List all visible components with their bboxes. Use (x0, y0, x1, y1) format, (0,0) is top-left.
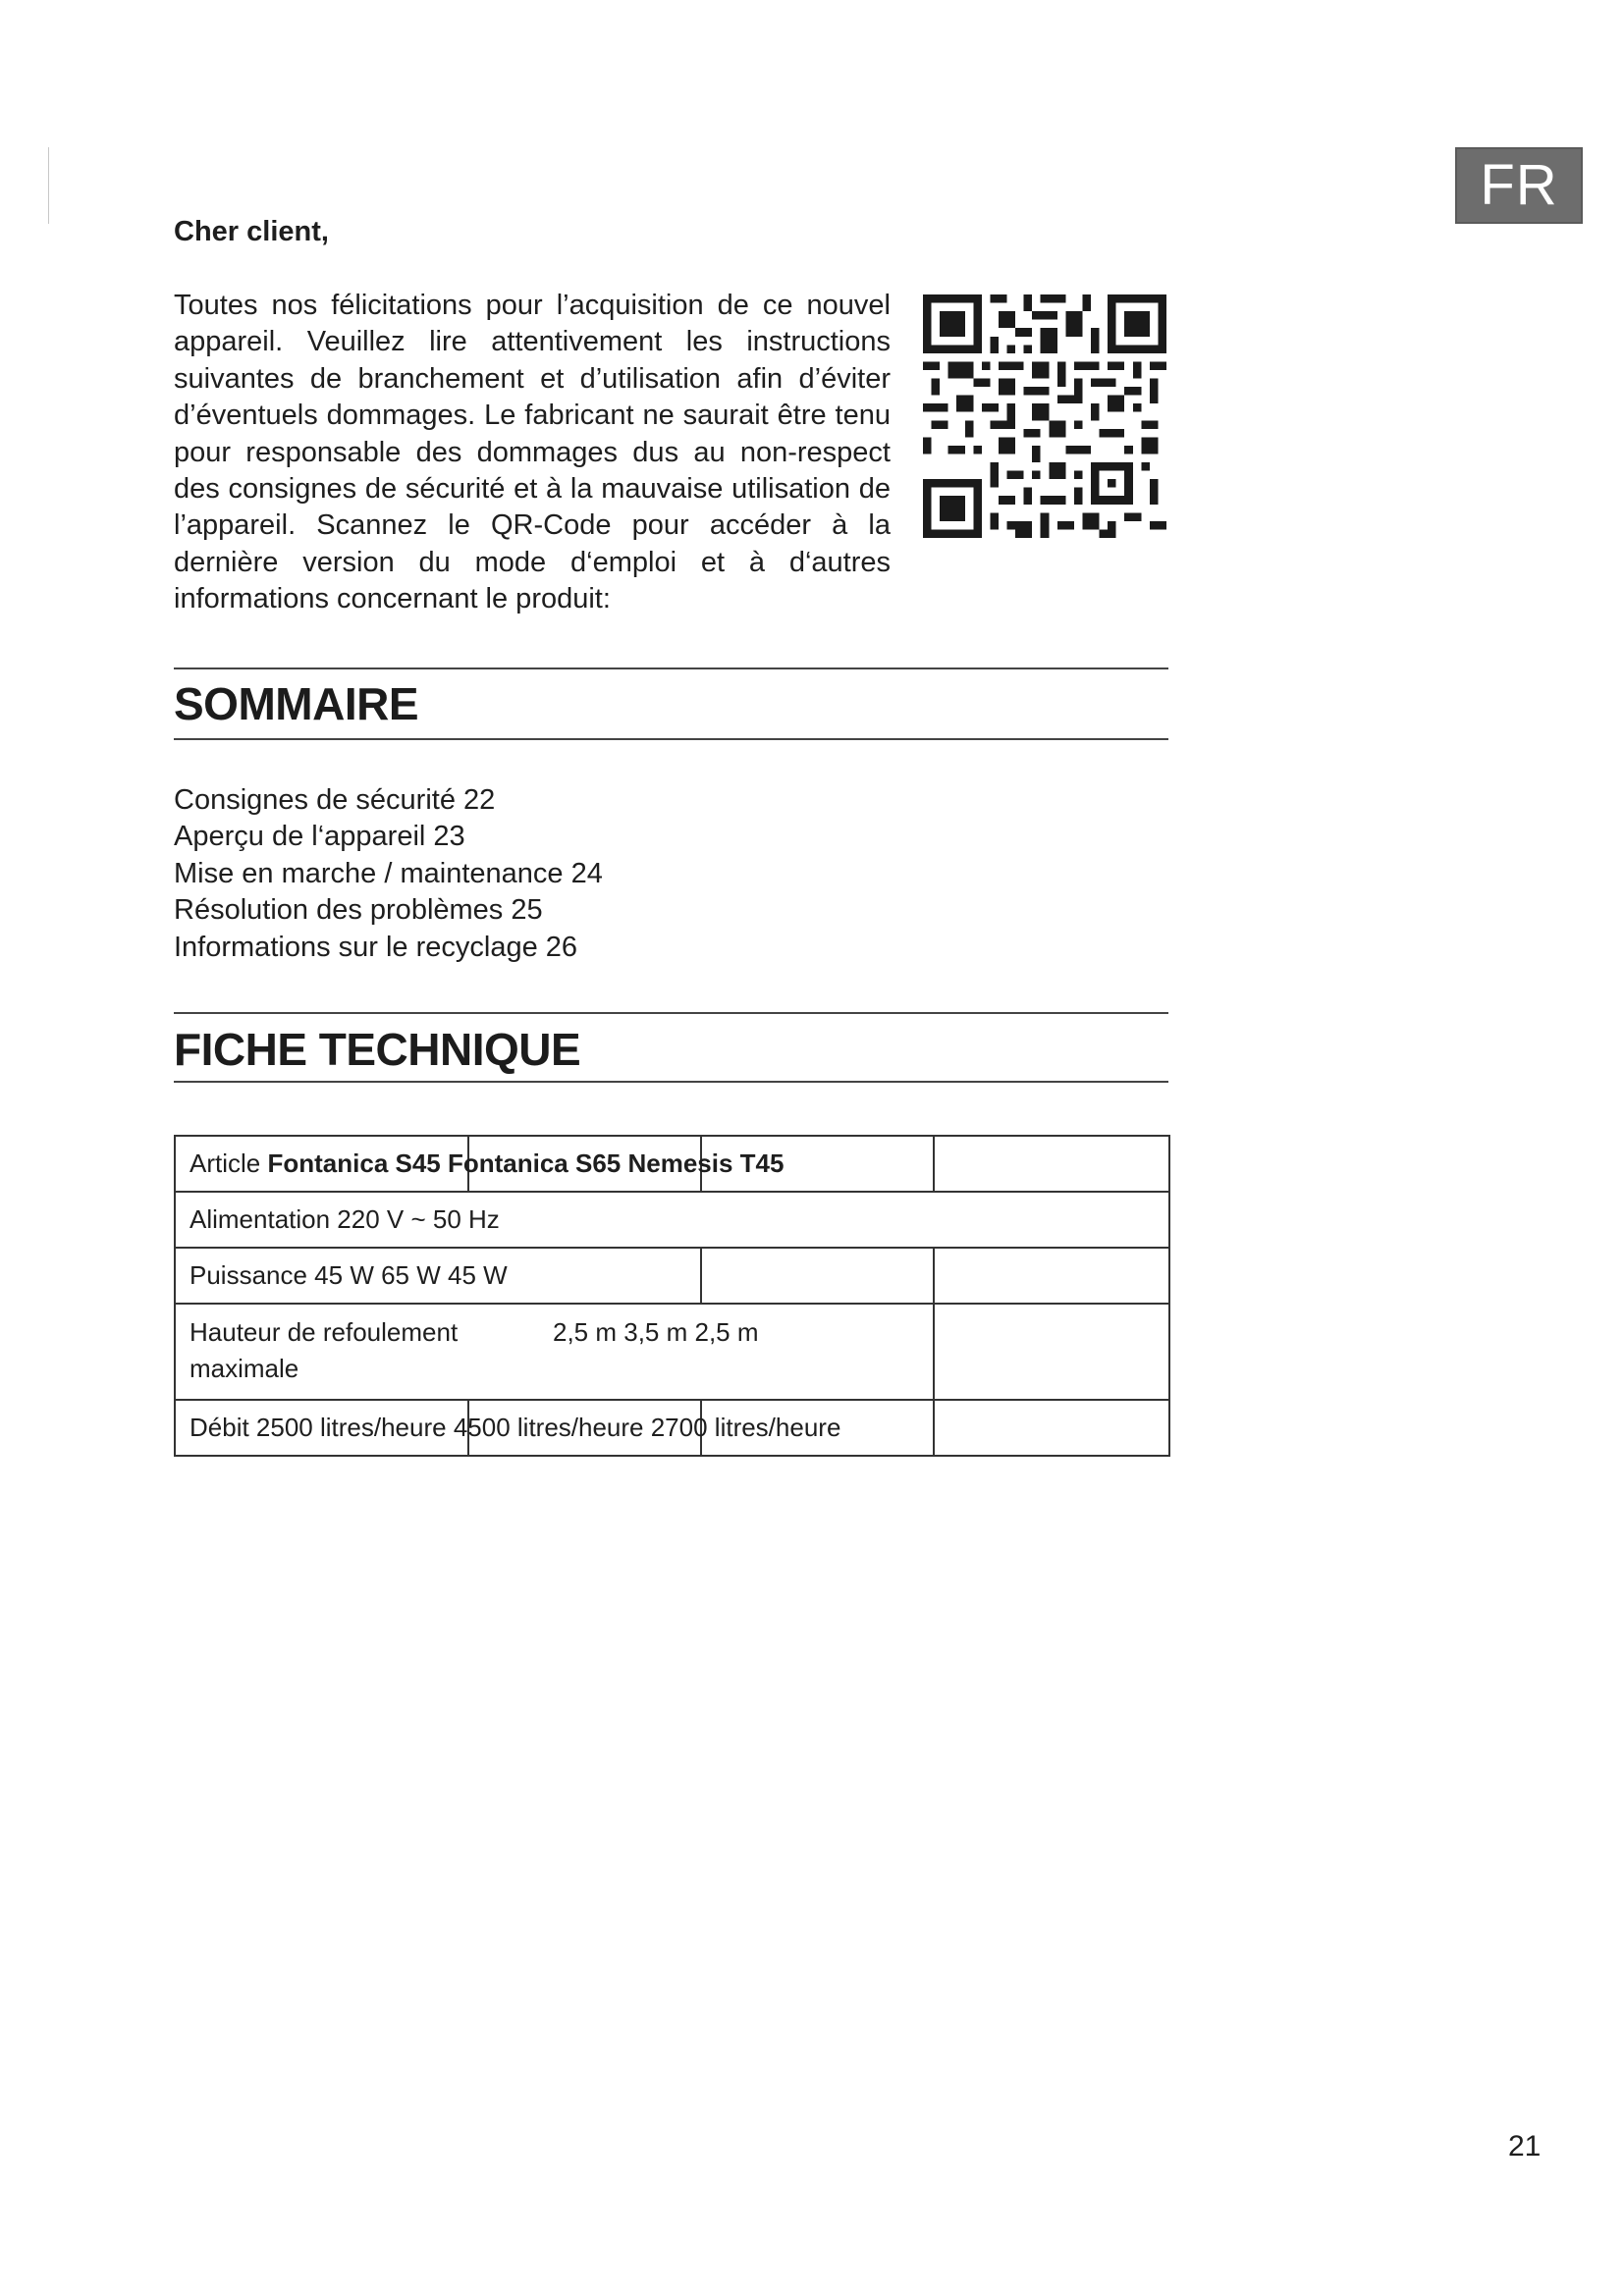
left-edge-mark (48, 147, 49, 224)
toc-item[interactable]: Résolution des problèmes 25 (174, 894, 543, 927)
toc-item[interactable]: Aperçu de l‘appareil 23 (174, 821, 465, 853)
page-number: 21 (1508, 2130, 1542, 2163)
fiche-title: FICHE TECHNIQUE (174, 1024, 581, 1075)
fiche-rule-top (174, 1012, 1168, 1014)
table-row (175, 1248, 1169, 1304)
language-badge: FR (1455, 147, 1583, 224)
puissance-cell: Puissance 45 W 65 W 45 W (175, 1248, 701, 1304)
qr-alignment (1091, 462, 1133, 505)
table-row (175, 1400, 1169, 1456)
article-models: Fontanica S45 Fontanica S65 Nemesis T45 (267, 1148, 785, 1178)
fiche-rule-bottom (174, 1081, 1168, 1083)
sommaire-rule-bottom (174, 738, 1168, 740)
article-cell (175, 1136, 785, 1192)
debit-cell: Débit 2500 litres/heure 4500 litres/heure 2700 litres/heure (175, 1400, 468, 1456)
table-row (175, 1136, 1169, 1192)
spec-table (174, 1135, 1170, 1457)
article-label: Article (189, 1148, 261, 1178)
alimentation-cell: Alimentation 220 V ~ 50 Hz (175, 1192, 1169, 1248)
toc-item[interactable]: Mise en marche / maintenance 24 (174, 857, 603, 889)
table-row (175, 1192, 1169, 1248)
intro-paragraph: Toutes nos félicitations pour l’acquisition de ce nouvel appareil. Veuillez lire attentivement les instructions suivantes de branchement et d’utilisation afin d’éviter d’éventuels dommages. Le fabricant ne saurait être tenu pour responsable des dommages dus au non-respect des consignes de sécurité et à la mauvaise utilisation de l’appareil. Scannez le QR-Code pour accéder à la dernière version du mode d‘emploi et à d‘autres informations concernant le produit: (174, 290, 891, 615)
hauteur-values: 2,5 m 3,5 m 2,5 m (553, 1317, 759, 1347)
toc-item[interactable]: Informations sur le recyclage 26 (174, 931, 578, 963)
greeting: Cher client, (174, 216, 329, 247)
qr-code[interactable] (923, 294, 1166, 538)
table-row (175, 1304, 1169, 1400)
hauteur-label: Hauteur de refoulement maximale (189, 1317, 459, 1383)
sommaire-rule-top (174, 667, 1168, 669)
hauteur-cell (175, 1304, 934, 1400)
toc-item[interactable]: Consignes de sécurité 22 (174, 784, 496, 816)
sommaire-title: SOMMAIRE (174, 678, 418, 729)
table-of-contents (174, 782, 603, 966)
